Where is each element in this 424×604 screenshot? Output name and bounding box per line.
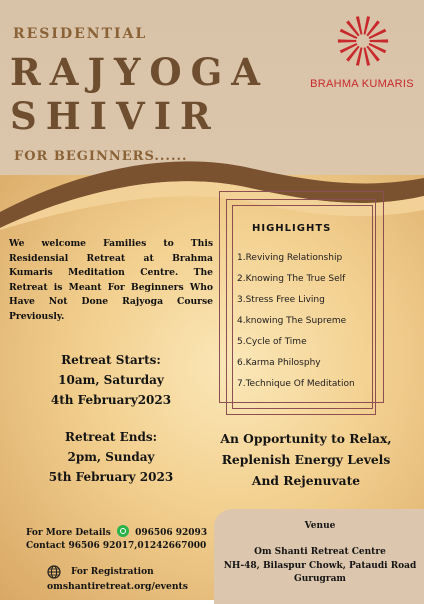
sunburst-logo-icon [334,12,392,70]
retreat-end-date: 5th February 2023 [48,470,174,484]
subtitle-beginners: FOR BEGINNERS...... [14,149,188,164]
highlights-title: HIGHLIGHTS [252,223,332,234]
highlights-list [237,251,355,398]
retreat-start-time: 10am, Saturday [58,373,164,387]
retreat-end-time: 2pm, Sunday [67,450,155,464]
opportunity-line: An Opportunity to Relax, [220,431,392,446]
retreat-start-date: 4th February2023 [50,393,172,407]
logo-ray [338,39,356,42]
opportunity-line: Replenish Energy Levels [221,452,391,467]
highlight-item: 6.Karma Philosphy [237,358,321,368]
highlight-item: 7.Technique Of Meditation [237,379,355,389]
venue-line: Om Shanti Retreat Centre [254,547,386,557]
whatsapp-icon [117,525,129,537]
highlight-item: 3.Stress Free Living [237,295,325,305]
highlight-item: 4.knowing The Supreme [237,316,347,326]
details-label: For More Details [26,528,111,538]
contact-details-row [26,525,207,538]
title-shivir: SHIVIR [10,94,220,138]
highlight-item: 1.Reviving Relationship [237,253,343,263]
contact-phone-line: Contact 96506 92017,01242667000 [26,541,207,551]
retreat-end-label: Retreat Ends: [64,430,158,444]
registration-label: For Registration [71,567,154,577]
opportunity-line: And Rejenuvate [251,473,361,488]
venue-line: NH-48, Bilaspur Chowk, Pataudi Road [223,560,417,571]
whatsapp-number[interactable]: 096506 92093 [135,528,208,538]
globe-icon [47,565,61,579]
venue-title: Venue [304,521,336,531]
residential-label: RESIDENTIAL [13,26,148,42]
registration-link[interactable]: omshantiretreat.org/events [47,581,188,592]
highlight-item: 2.Knowing The True Self [237,274,346,284]
highlight-item: 5.Cycle of Time [237,337,307,347]
opportunity-message [200,428,412,491]
venue-address [214,546,424,587]
brand-name: BRAHMA KUMARIS [310,78,414,90]
logo-ray [370,39,388,42]
intro-paragraph: We welcome Families to This Residensial Retreat at Brahma Kumaris Meditation Centre. The Retreat is Meant For Beginners Who Have Not Done Rajyoga Course Previously. [9,238,213,322]
venue-line: Gurugram [294,574,346,584]
title-rajyoga: RAJYOGA [10,50,269,94]
retreat-start-label: Retreat Starts: [61,353,161,367]
